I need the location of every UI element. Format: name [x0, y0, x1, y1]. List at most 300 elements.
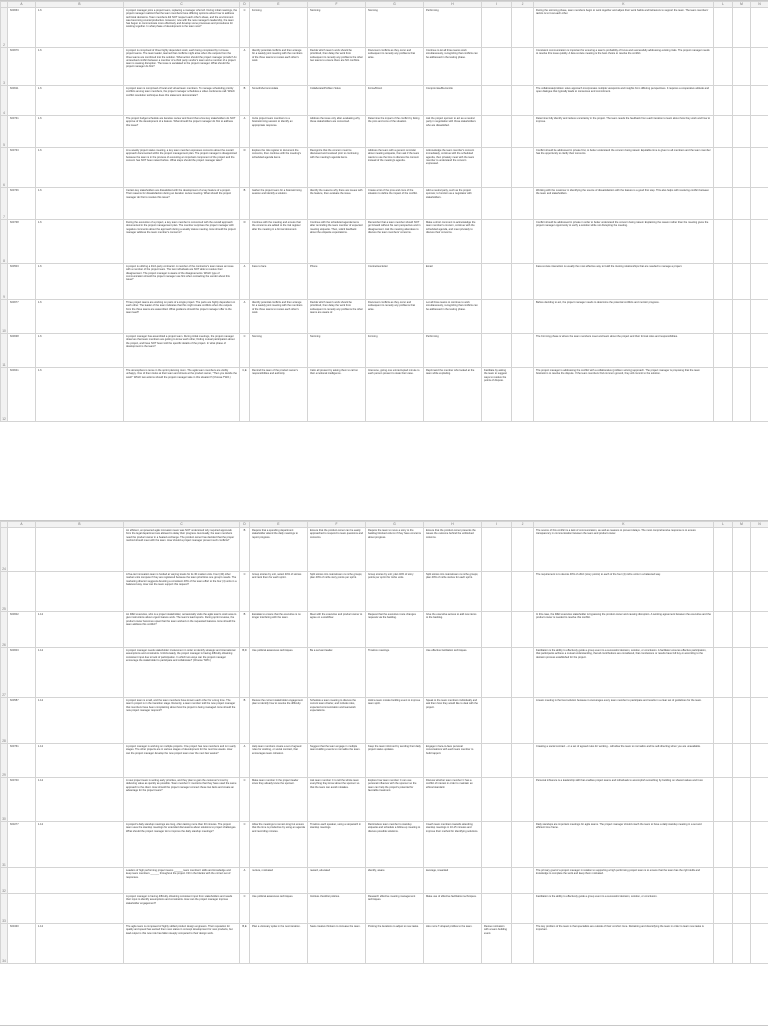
column-header[interactable]: G	[366, 2, 424, 8]
option-d-cell[interactable]: Ask the project sponsor to act as a neutral party in negotiation with those stakeholders who are dissatisfied.	[424, 116, 482, 148]
column-header[interactable]: B	[36, 522, 124, 528]
option-d-cell[interactable]: Performing	[424, 8, 482, 48]
empty-cell[interactable]	[751, 48, 768, 86]
option-d-cell[interactable]: Performing	[424, 334, 482, 368]
empty-cell[interactable]	[751, 8, 768, 48]
option-a-cell[interactable]: Make team member C the project leader since they already know the sponsor.	[250, 778, 308, 822]
empty-cell[interactable]	[733, 334, 751, 368]
option-a-cell[interactable]: nurture, motivated	[250, 868, 308, 894]
empty-cell[interactable]	[751, 648, 768, 698]
row-number[interactable]: 10	[1, 300, 8, 334]
question-text-cell[interactable]: A project manager is working on multiple projects. One project has new members and is in early stages. The other projects are in various stages of development for the next few weeks. How can the project manager develop the new project team over the next few weeks?	[124, 744, 240, 778]
answer-key-cell[interactable]: C	[240, 778, 250, 822]
question-text-cell[interactable]: A project manager needs stakeholder involvement in order to identify strategic and international assumptions and constraints. Unfortunately, the project manager is having difficulty obtaining consistent input due to lack of participation. In which two ways can the project manager encourage the stakeholder to participate and collaborate? (Choose TWO.)	[124, 648, 240, 698]
option-b-cell[interactable]: Split stories into mainstream vs niche groups; plan 40% of niche story points per sprint.	[308, 572, 366, 612]
question-text-cell[interactable]: A project team is small, and the team members have known each other for a long time. The team's project is in the transition stage. Recently, a team member told the new project manager that members have been complaining about how the project is being managed. How should the new project manager respond?	[124, 698, 240, 744]
option-c-cell[interactable]: Explore how team member C can use personal influence with the sponsor so the team can help the project's potential for favorable treatment.	[366, 778, 424, 822]
question-text-cell[interactable]: The project budget schedule are iterative review and found that a few key stakeholders do NOT approve of the development of a feature. What should the project manager do first to address this issue?	[124, 116, 240, 148]
option-c-cell[interactable]: Reintroduce team member to standup etiquette and schedule a follow-up meeting to discuss possible solutions.	[366, 822, 424, 868]
option-e-cell[interactable]	[482, 86, 512, 116]
question-id-cell[interactable]: 600761	[8, 744, 36, 778]
empty-cell[interactable]	[714, 86, 733, 116]
column-header[interactable]: C	[124, 522, 240, 528]
option-a-cell[interactable]: Require that a spending department stakeholder attend the daily meetings to report progress.	[250, 528, 308, 572]
option-e-cell[interactable]	[482, 744, 512, 778]
option-d-cell[interactable]: Add a neutral party, such as the project sponsor, to function as a negotiator with stakeholders.	[424, 188, 482, 220]
empty-cell[interactable]	[714, 116, 733, 148]
empty-cell[interactable]	[714, 528, 733, 572]
empty-cell[interactable]	[751, 528, 768, 572]
question-id-cell[interactable]: 600277	[8, 822, 36, 868]
column-header[interactable]: E	[250, 522, 308, 528]
option-c-cell[interactable]: Norming	[366, 8, 424, 48]
question-text-cell[interactable]: Certain key stakeholders are dissatisfied with the development of a key feature of a project. Their reasons for dissatisfaction during an iteration review meeting. What should the project manager do first to resolve this issue?	[124, 188, 240, 220]
question-text-cell[interactable]: A project manager has assembled a project team. During initial meetings, the project manager observes that team members are getting to know each other, finding mutual participation about the project, and have NOT been told the specific details of the project. In what phase of development is the team?	[124, 334, 240, 368]
question-id-cell[interactable]: 600503	[8, 264, 36, 300]
row-number[interactable]: 2	[1, 8, 8, 48]
empty-cell[interactable]	[733, 220, 751, 264]
option-d-cell[interactable]: Give the executive access to add new items to the backlog.	[424, 612, 482, 648]
empty-cell[interactable]	[751, 188, 768, 220]
empty-cell[interactable]	[733, 868, 751, 894]
empty-cell[interactable]	[751, 612, 768, 648]
column-header[interactable]: C	[124, 2, 240, 8]
question-text-cell[interactable]: A project manager joins a project team, replacing a manager who left. During initial meetings, the project manager realized that the team members have differing opinions about how to address technical decisions. Team members did NOT respect each other's ideas, and the environment was becoming counterproductive. However, now with the new manager's leadership, the team has begun to communicate more effectively and develop some processes and procedures for working together. In what phase of development is the team now?	[124, 8, 240, 48]
row-number[interactable]: 6	[1, 148, 8, 188]
option-f-cell[interactable]	[512, 648, 534, 698]
answer-key-cell[interactable]: B,D	[240, 648, 250, 698]
option-b-cell[interactable]: Schedule a team meeting to discuss the current team charter, and include roles, expected communication and teamwork expectations.	[308, 698, 366, 744]
option-c-cell[interactable]: identify, aware	[366, 868, 424, 894]
option-d-cell[interactable]: Make a short comment to acknowledge the team member's concern, continue with the scheduled agenda, and meet privately to discuss their concerns.	[424, 220, 482, 264]
option-a-cell[interactable]: Remind the team of the product owner's responsibilities and authority.	[250, 368, 308, 422]
empty-cell[interactable]	[751, 868, 768, 894]
option-e-cell[interactable]	[482, 220, 512, 264]
answer-key-cell[interactable]: C	[240, 894, 250, 924]
option-b-cell[interactable]: Timebox each speaker, using a stopwatch in standup meetings.	[308, 822, 366, 868]
option-c-cell[interactable]: Document conflicts as they occur and subsequent to remedy any problems that arise.	[366, 48, 424, 86]
option-e-cell[interactable]	[482, 264, 512, 300]
option-c-cell[interactable]: Address the team with a generic reminder about meeting etiquette, then ask if the team wants to use the time to discuss the concern instead of the meeting's agenda.	[366, 148, 424, 188]
question-id-cell[interactable]	[8, 528, 36, 572]
option-c-cell[interactable]: Research effective meeting management techniques.	[366, 894, 424, 924]
row-number[interactable]: 30	[1, 778, 8, 822]
option-d-cell[interactable]: Use effective facilitation techniques.	[424, 648, 482, 698]
option-a-cell[interactable]: Smooth/Accommodate	[250, 86, 308, 116]
question-text-cell[interactable]: The agile team is composed of highly skilled product design engineers. Their reputation for quality and speed has earned them new status in concept development for new products, but lead output is this new role has fallen steeply compared to their design work.	[124, 924, 240, 964]
option-c-cell[interactable]: Document conflicts as they occur and subsequent to remedy any problems that arise.	[366, 300, 424, 334]
option-b-cell[interactable]: Ask team member C to tell the whole team everything they know about the sponsor so that the team can avoid mistakes.	[308, 778, 366, 822]
domain-ref-cell[interactable]: 1.12	[36, 822, 124, 868]
option-a-cell[interactable]: Gather the project team for a brainstorming session and identify a solution.	[250, 188, 308, 220]
option-d-cell[interactable]: Email	[424, 264, 482, 300]
answer-key-cell[interactable]: C	[240, 334, 250, 368]
domain-ref-cell[interactable]: 1.12	[36, 612, 124, 648]
option-e-cell[interactable]	[482, 334, 512, 368]
row-number[interactable]: 28	[1, 698, 8, 744]
column-header[interactable]: K	[534, 522, 714, 528]
empty-cell[interactable]	[714, 572, 733, 612]
domain-ref-cell[interactable]: 1.6	[36, 86, 124, 116]
empty-cell[interactable]	[714, 368, 733, 422]
empty-cell[interactable]	[751, 572, 768, 612]
domain-ref-cell[interactable]: 1.6	[36, 48, 124, 86]
empty-cell[interactable]	[714, 744, 733, 778]
empty-cell[interactable]	[733, 148, 751, 188]
option-e-cell[interactable]	[482, 116, 512, 148]
option-f-cell[interactable]	[512, 894, 534, 924]
option-b-cell[interactable]: Institute checklist policies.	[308, 894, 366, 924]
option-f-cell[interactable]	[512, 868, 534, 894]
option-d-cell[interactable]: Compromise/Reconcile	[424, 86, 482, 116]
option-b-cell[interactable]: Seek creative thinkers to increase the team.	[308, 924, 366, 964]
empty-cell[interactable]	[714, 48, 733, 86]
option-b-cell[interactable]: Suggest that the team engage in multiple team-building events to normalize the team.	[308, 744, 366, 778]
domain-ref-cell[interactable]	[36, 528, 124, 572]
question-text-cell[interactable]: A project manager is having difficulty obtaining consistent input from stakeholders and needs their input to identify assumptions and constraints. How can the project manager improve stakeholder engagement?	[124, 894, 240, 924]
option-c-cell[interactable]: Prolong the iterations to adjust to new tasks.	[366, 924, 424, 964]
question-id-cell[interactable]: 600740	[8, 778, 36, 822]
row-number[interactable]: 29	[1, 744, 8, 778]
option-b-cell[interactable]: Decide which team's work should be prioritized, then delay the work from subsequent to remedy any problems the other two teams to ensure there are NO conflicts.	[308, 48, 366, 86]
column-header[interactable]: N	[751, 2, 768, 8]
option-e-cell[interactable]	[482, 572, 512, 612]
column-header[interactable]: F	[308, 522, 366, 528]
explanation-cell[interactable]: Face-to-face interaction is usually the most effective way to build the trusting relationships that are needed to manage a project.	[534, 264, 714, 300]
column-header[interactable]: J	[512, 522, 534, 528]
option-a-cell[interactable]: Invite project team members to a brainstorming session to identify an appropriate response.	[250, 116, 308, 148]
explanation-cell[interactable]: Consistent communication is important for ensuring a team's probability of focus and successfully addressing existing risks. The project manager needs to resolve this issue quickly. A face-to-face meeting is the best choice to resolve the conflict.	[534, 48, 714, 86]
column-header[interactable]: D	[240, 2, 250, 8]
question-id-cell[interactable]	[8, 572, 36, 612]
option-c-cell[interactable]: Group stories by unit; plan 40% of story points per sprint for niche units.	[366, 572, 424, 612]
option-d-cell[interactable]: Continue to let all three teams work simultaneously, recognizing that conflicts can be addressed in the testing phase.	[424, 48, 482, 86]
empty-cell[interactable]	[714, 8, 733, 48]
question-id-cell[interactable]: 600602	[8, 612, 36, 648]
empty-cell[interactable]	[751, 116, 768, 148]
option-f-cell[interactable]	[512, 220, 534, 264]
column-header[interactable]: J	[512, 2, 534, 8]
empty-cell[interactable]	[733, 264, 751, 300]
option-f-cell[interactable]	[512, 528, 534, 572]
explanation-cell[interactable]: The primary goal of a project manager in relation to supporting a high performing project team is to ensure that the team has the right skills and knowledge to complete the work and keep them motivated.	[534, 868, 714, 894]
option-d-cell[interactable]: Split stories into mainstream vs niche groups; plan 40% of niche stories for each sprint.	[424, 572, 482, 612]
empty-cell[interactable]	[751, 334, 768, 368]
question-text-cell[interactable]: The atmosphere is tense in the sprint planning room. The agile team members are visibly unhappy. One of them looks at their team and shouts at the product owner, "Then you decide the work!" Which two actions should the project manager take in this situation? (Choose TWO.)	[124, 368, 240, 422]
option-d-cell[interactable]: Speak to the team members individually and ask them how they would like to deal with the project.	[424, 698, 482, 744]
explanation-cell[interactable]: Creating a social contract - or a set of agreed rules for working - will allow the team to normalize and be self-directing when you are unavailable.	[534, 744, 714, 778]
question-text-cell[interactable]: Three project teams are working on parts of a single project. The parts are highly dependent on each other. The leader of the team indicates that this might create conflicts when the outputs from the three teams are assembled. What guidance should the project manager offer to the team lead?	[124, 300, 240, 334]
answer-key-cell[interactable]: B,E	[240, 924, 250, 964]
question-id-cell[interactable]: 600738	[8, 220, 36, 264]
answer-key-cell[interactable]: D	[240, 220, 250, 264]
column-header[interactable]: A	[8, 2, 36, 8]
empty-cell[interactable]	[733, 648, 751, 698]
answer-key-cell[interactable]: C,E	[240, 368, 250, 422]
domain-ref-cell[interactable]: 1.6	[36, 264, 124, 300]
option-a-cell[interactable]: Identify potential conflicts and then arrange for a weekly joint meeting with the members of the three teams to review each other's work.	[250, 48, 308, 86]
option-c-cell[interactable]: Forming	[366, 334, 424, 368]
option-b-cell[interactable]: Recognize that the concern must be discussed and resolved prior to continuing with the meeting's agenda items.	[308, 148, 366, 188]
explanation-cell[interactable]: Daily standups are important meetings for agile teams. The project manager should coach the team to have a daily standup meeting in a set and efficient time frame.	[534, 822, 714, 868]
domain-ref-cell[interactable]: 1.12	[36, 924, 124, 964]
domain-ref-cell[interactable]	[36, 572, 124, 612]
column-header[interactable]: L	[714, 2, 733, 8]
option-d-cell[interactable]: Reprimand the member who looked at the team while exploding.	[424, 368, 482, 422]
question-text-cell[interactable]: A project team is comprised of local and virtual team members. To manage scheduling priority conflicts among team members, the project manager schedules a video conference call. Which conflict resolution technique does this statement demonstrate?	[124, 86, 240, 116]
option-c-cell[interactable]: Timebox meetings.	[366, 648, 424, 698]
option-a-cell[interactable]: Forming	[250, 8, 308, 48]
question-text-cell[interactable]: At a weekly project status meeting, a key team member expresses concerns about the overall approach documented within the project management plan. The project manager is disappointed because the team is in the process of executing an important component of the project and the concern has NOT been raised before. What steps should the project manager take?	[124, 148, 240, 188]
question-text-cell[interactable]: A new project team is setting early priorities, and they plan to gain the customer's trust by delivering value as quickly as possible. Team member C mentions that they have used the same approach to the client. How should the project manager connect these two facts and create an advantage for the project team?	[124, 778, 240, 822]
explanation-cell[interactable]: The key problem of the team is that specialists are outside of their comfort zone. Retraining and diversifying the team in order to learn new tasks is important.	[534, 924, 714, 964]
domain-ref-cell[interactable]: 1.6	[36, 220, 124, 264]
option-b-cell[interactable]: Storming	[308, 334, 366, 368]
empty-cell[interactable]	[751, 300, 768, 334]
option-a-cell[interactable]: Escalate to ensure that the executive is no longer interfering with the team.	[250, 612, 308, 648]
option-e-cell[interactable]	[482, 822, 512, 868]
question-id-cell[interactable]: 600663	[8, 8, 36, 48]
domain-ref-cell[interactable]: 1.12	[36, 744, 124, 778]
option-e-cell[interactable]	[482, 188, 512, 220]
explanation-cell[interactable]: The source of this conflict is a lack of communication, as well as reasons to prevent delays. The most comprehensive response is to ensure transparency in communication between the team and product owner.	[534, 528, 714, 572]
option-f-cell[interactable]	[512, 744, 534, 778]
option-a-cell[interactable]: Plan a visionary spike in the next iteration.	[250, 924, 308, 964]
option-f-cell[interactable]	[512, 334, 534, 368]
option-d-cell[interactable]: Coach team members towards attending standup meetings in 10-15 minutes and improve their method for identifying solutions.	[424, 822, 482, 868]
option-f-cell[interactable]	[512, 86, 534, 116]
column-header[interactable]: F	[308, 2, 366, 8]
option-a-cell[interactable]: Norming	[250, 334, 308, 368]
question-id-cell[interactable]: 600733	[8, 148, 36, 188]
option-e-cell[interactable]	[482, 148, 512, 188]
option-a-cell[interactable]: Help team members create a set of agreed rules for working, or social contract, that encourages team cohesion.	[250, 744, 308, 778]
empty-cell[interactable]	[751, 778, 768, 822]
answer-key-cell[interactable]: C	[240, 822, 250, 868]
question-id-cell[interactable]: 600677	[8, 300, 36, 334]
option-f-cell[interactable]	[512, 698, 534, 744]
option-f-cell[interactable]	[512, 8, 534, 48]
empty-cell[interactable]	[714, 220, 733, 264]
explanation-cell[interactable]: During the storming phase, team members begin to work together and adjust their work habits and behaviors to support the team. The team members' tactics is to trust each other.	[534, 8, 714, 48]
empty-cell[interactable]	[714, 868, 733, 894]
option-f-cell[interactable]	[512, 368, 534, 422]
empty-cell[interactable]	[733, 924, 751, 964]
answer-key-cell[interactable]: D	[240, 148, 250, 188]
option-c-cell[interactable]: Request that the executive route changes requests via the backlog.	[366, 612, 424, 648]
empty-cell[interactable]	[733, 368, 751, 422]
question-id-cell[interactable]: 600638	[8, 334, 36, 368]
question-id-cell[interactable]: 600587	[8, 698, 36, 744]
explanation-cell[interactable]: Before deciding to act, the project manager needs to determine the potential conflicts and monitor progress.	[534, 300, 714, 334]
option-e-cell[interactable]	[482, 894, 512, 924]
domain-ref-cell[interactable]: 1.12	[36, 648, 124, 698]
domain-ref-cell[interactable]: 1.6	[36, 368, 124, 422]
option-f-cell[interactable]	[512, 300, 534, 334]
option-a-cell[interactable]: Use political awareness techniques.	[250, 648, 308, 698]
empty-cell[interactable]	[714, 894, 733, 924]
option-c-cell[interactable]: Force/Direct	[366, 86, 424, 116]
domain-ref-cell[interactable]: 1.6	[36, 300, 124, 334]
empty-cell[interactable]	[714, 648, 733, 698]
question-id-cell[interactable]: 600603	[8, 648, 36, 698]
empty-cell[interactable]	[714, 778, 733, 822]
option-a-cell[interactable]: Face to face	[250, 264, 308, 300]
explanation-cell[interactable]: Conflict should be addressed in private in order to better understand the concern being raised. Explaining the reason rather than the meeting gives the project manager opportunity to verify a solution while not disrupting the meeting.	[534, 220, 714, 264]
answer-key-cell[interactable]: B	[240, 612, 250, 648]
option-b-cell[interactable]: Ensure that the product owner can be easily approached to respond to team questions and concerns.	[308, 528, 366, 572]
column-header[interactable]: I	[482, 522, 512, 528]
option-e-cell[interactable]	[482, 868, 512, 894]
option-f-cell[interactable]	[512, 822, 534, 868]
explanation-cell[interactable]: In this case, the R&D executive stakeholder is bypassing the product owner and causing disruption. A working agreement between the executive and the product owner is needed to resolve this conflict.	[534, 612, 714, 648]
domain-ref-cell[interactable]: 1.6	[36, 188, 124, 220]
column-header[interactable]: M	[733, 2, 751, 8]
option-c-cell[interactable]: Create a list of the pros and cons of the situation to define the impact of the conflict.	[366, 188, 424, 220]
empty-cell[interactable]	[733, 744, 751, 778]
answer-key-cell[interactable]: B	[240, 698, 250, 744]
row-number[interactable]: 11	[1, 334, 8, 368]
empty-cell[interactable]	[733, 300, 751, 334]
empty-cell[interactable]	[751, 368, 768, 422]
question-id-cell[interactable]	[8, 894, 36, 924]
answer-key-cell[interactable]: A	[240, 868, 250, 894]
row-number[interactable]: 7	[1, 188, 8, 220]
option-c-cell[interactable]: Determine the impact of the conflict by listing the pros and cons of the situation.	[366, 116, 424, 148]
option-e-cell[interactable]	[482, 698, 512, 744]
option-d-cell[interactable]: Let all three teams to continue to work simultaneously, recognizing that conflicts can be addressed in the testing phase.	[424, 300, 482, 334]
option-c-cell[interactable]: Hold a team morale building event to improve team spirit.	[366, 698, 424, 744]
option-a-cell[interactable]: Group stories by unit, select 40% of stories and rank them for each sprint.	[250, 572, 308, 612]
row-number[interactable]: 33	[1, 894, 8, 924]
question-text-cell[interactable]: During the execution of a project, a key team member is concerned with the overall approach documented in the project management plan. The member surprises the project manager with negative comments about the approach during a weekly status meeting. How should the project manager address the team member's concerns?	[124, 220, 240, 264]
option-c-cell[interactable]: Intervene, giving one uninterrupted minute to each person present to state their case.	[366, 368, 424, 422]
domain-ref-cell[interactable]: 1.6	[36, 8, 124, 48]
answer-key-cell[interactable]: B	[240, 86, 250, 116]
answer-key-cell[interactable]: A	[240, 300, 250, 334]
option-a-cell[interactable]: Review the current stakeholder engagement plan to identify how to resolve the difficulty.	[250, 698, 308, 744]
question-text-cell[interactable]: A five-tier innovation team is funded at varying levels for its 30 market units. Four (40) other market units compete if they are registered because the team prioritizes one group's needs. The marketing director suggests devoting a consistent 40% of the team effort to the four (4) units in a balanced way. How can the team support this request?	[124, 572, 240, 612]
explanation-cell[interactable]: A team meeting is the best solution because it encourages every team member to participate and results in a clear set of guidelines for the team.	[534, 698, 714, 744]
option-c-cell[interactable]: Require the team to move a story to the backlog blocked column if they have concerns about progress.	[366, 528, 424, 572]
row-number[interactable]: 9	[1, 264, 8, 300]
domain-ref-cell[interactable]: 1.6	[36, 334, 124, 368]
answer-key-cell[interactable]: B	[240, 528, 250, 572]
question-id-cell[interactable]: 600679	[8, 48, 36, 86]
column-header[interactable]: G	[366, 522, 424, 528]
column-header[interactable]: E	[250, 2, 308, 8]
option-f-cell[interactable]	[512, 264, 534, 300]
empty-cell[interactable]	[733, 48, 751, 86]
empty-cell[interactable]	[733, 528, 751, 572]
option-f-cell[interactable]	[512, 48, 534, 86]
empty-cell[interactable]	[751, 698, 768, 744]
question-id-cell[interactable]: 600430	[8, 924, 36, 964]
option-f-cell[interactable]	[512, 572, 534, 612]
option-b-cell[interactable]: Decide which team's work should be prioritized, then delay the work from subsequent to remedy any problems the other teams are aware of.	[308, 300, 366, 334]
explanation-cell[interactable]: Conflict should be addressed in private first, to better understand the concern being raised. Equitable time is given to all members and the team member has the opportunity to clarify their concerns.	[534, 148, 714, 188]
option-e-cell[interactable]	[482, 648, 512, 698]
answer-key-cell[interactable]: C	[240, 8, 250, 48]
column-header[interactable]: M	[733, 522, 751, 528]
question-text-cell[interactable]: An efficient, empowered agile innovation team was NOT understood why required approvals from the legal department are allowed to delay their progress. Eventually, the team members need the product owner in a heated exchange. The product owner has decided that the proper method should meet with the team. How should a project manager prevent such conflicts?	[124, 528, 240, 572]
row-number[interactable]: 26	[1, 612, 8, 648]
question-text-cell[interactable]: A project's daily standup meetings are long, often lasting more than 30 minutes. The project team uses the standup meetings for extended discussions about solutions to project challenges. What should the project manager do to improve the daily standup meetings?	[124, 822, 240, 868]
empty-cell[interactable]	[714, 334, 733, 368]
column-header[interactable]: D	[240, 522, 250, 528]
explanation-cell[interactable]: Personal influence is a leadership skill that enables project teams and individuals to accomplish something by building on shared values and trust.	[534, 778, 714, 822]
option-e-cell[interactable]: Facilitate by asking the team to suggest ways to resolve the points of dispute.	[482, 368, 512, 422]
question-id-cell[interactable]	[8, 868, 36, 894]
empty-cell[interactable]	[714, 188, 733, 220]
option-e-cell[interactable]	[482, 300, 512, 334]
empty-cell[interactable]	[733, 116, 751, 148]
explanation-cell[interactable]: Determine fully identify and reduce uncertainty in the project. The team needs the feedback from each iteration to learn about how they work and how to improve.	[534, 116, 714, 148]
question-id-cell[interactable]: 600736	[8, 188, 36, 220]
empty-cell[interactable]	[733, 572, 751, 612]
option-d-cell[interactable]: Hire more T-shaped profiles to the team.	[424, 924, 482, 964]
empty-cell[interactable]	[733, 86, 751, 116]
answer-key-cell[interactable]: A	[240, 116, 250, 148]
answer-key-cell[interactable]: A	[240, 264, 250, 300]
question-text-cell[interactable]: A project is utilizing a third-party contractor. A member of the contractor's team raises an issue with a member of the project team. The two individuals are NOT able to resolve their disagreement. The project manager is aware of the disagreements. Which type of communication should the project manager use first when contacting the vendor about this issue?	[124, 264, 240, 300]
row-number[interactable]: 5	[1, 116, 8, 148]
question-text-cell[interactable]: An R&D executive, who is a project stakeholder, occasionally visits the agile team's work area to give instructions about urgent feature work. The team's lead reports. During sprint reviews, the product owner becomes upset that the team worked on the requested features. How should the team address this conflict?	[124, 612, 240, 648]
option-f-cell[interactable]	[512, 148, 534, 188]
empty-cell[interactable]	[751, 822, 768, 868]
row-number[interactable]: 25	[1, 572, 8, 612]
explanation-cell[interactable]: The Forming phase is where the team members meet and learn about the project and their formal roles and responsibilities.	[534, 334, 714, 368]
empty-cell[interactable]	[733, 8, 751, 48]
option-a-cell[interactable]: Use political awareness techniques.	[250, 894, 308, 924]
row-number[interactable]: 4	[1, 86, 8, 116]
row-number[interactable]: 34	[1, 924, 8, 964]
empty-cell[interactable]	[751, 744, 768, 778]
domain-ref-cell[interactable]	[36, 894, 124, 924]
explanation-cell[interactable]: The collaborate/problem solve approach incorporates multiple viewpoints and insights from differing perspectives. It requires a cooperative attitude and open dialogue that typically leads to consensus and commitment.	[534, 86, 714, 116]
question-text-cell[interactable]: A project is comprised of three highly dependent work, each being completed by in-house project teams. The team leader, learned that conflicts might arise when the outputs from the three teams are combined into the solution. What action should the project manager provide? An unresolved conflict between a member of a third party vendor's team and a member of a project team is causing disruption. The issue is escalated to the project manager. What should the project manager do first?	[124, 48, 240, 86]
option-b-cell[interactable]: Identify the reasons why there are issues with the feature, then evaluate the issue.	[308, 188, 366, 220]
column-header[interactable]: H	[424, 2, 482, 8]
option-a-cell[interactable]: Continue with the meeting and ensure that the concerns are added to the risk register after the meeting in a formal document.	[250, 220, 308, 264]
row-number[interactable]: 32	[1, 868, 8, 894]
column-header[interactable]: A	[8, 522, 36, 528]
answer-key-cell[interactable]: A	[240, 48, 250, 86]
empty-cell[interactable]	[714, 612, 733, 648]
option-b-cell[interactable]: Phone	[308, 264, 366, 300]
empty-cell[interactable]	[751, 264, 768, 300]
empty-cell[interactable]	[751, 148, 768, 188]
row-number[interactable]: 27	[1, 648, 8, 698]
option-c-cell[interactable]: Keep the team informed by sending their daily project status updates.	[366, 744, 424, 778]
option-f-cell[interactable]	[512, 188, 534, 220]
empty-cell[interactable]	[733, 612, 751, 648]
option-b-cell[interactable]: Address the issue only after evaluating why these stakeholders are concerned.	[308, 116, 366, 148]
option-b-cell[interactable]: reward, educated	[308, 868, 366, 894]
empty-cell[interactable]	[714, 924, 733, 964]
explanation-cell[interactable]: Working with the customer in identifying the source of dissatisfaction with the feature is a good first step. This also helps with resolving conflict between the team and stakeholders.	[534, 188, 714, 220]
empty-cell[interactable]	[714, 698, 733, 744]
option-a-cell[interactable]: Allow the meetings to remain long but ensure that the time is productive by using an agenda and recording minutes.	[250, 822, 308, 868]
empty-cell[interactable]	[733, 698, 751, 744]
answer-key-cell[interactable]: A	[240, 744, 250, 778]
domain-ref-cell[interactable]: 1.12	[36, 698, 124, 744]
column-header[interactable]: B	[36, 2, 124, 8]
column-header[interactable]: N	[751, 522, 768, 528]
column-header[interactable]: L	[714, 522, 733, 528]
option-f-cell[interactable]	[512, 778, 534, 822]
option-f-cell[interactable]	[512, 116, 534, 148]
